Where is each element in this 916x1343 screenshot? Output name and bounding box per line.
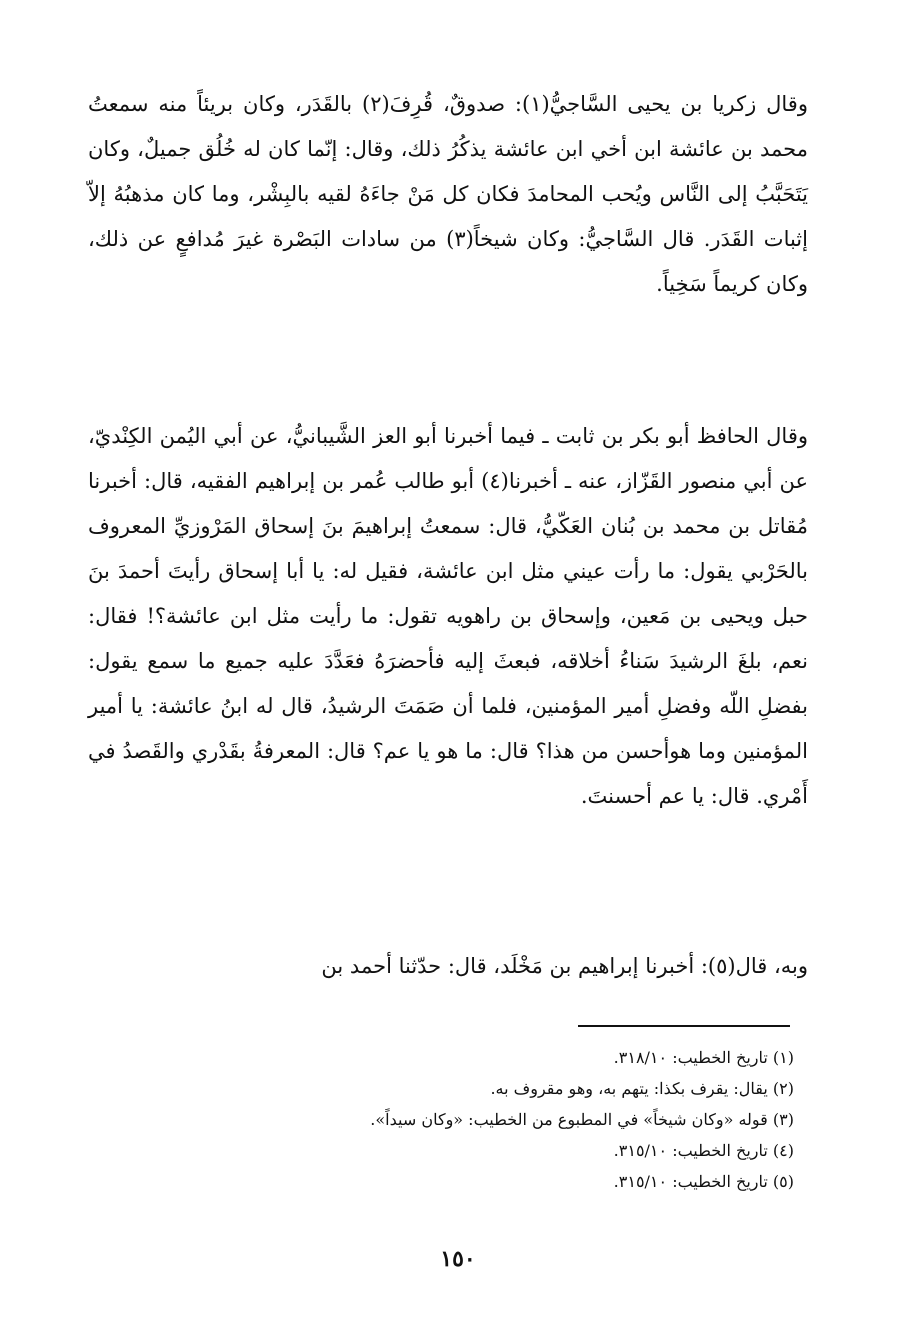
- footnote-5: (٥) تاريخ الخطيب: ٣١٥/١٠.: [613, 1172, 794, 1191]
- footnote-2: (٢) يقال: يقرف بكذا: يتهم به، وهو مقروف به.: [490, 1079, 794, 1098]
- paragraph-2: وقال الحافظ أبو بكر بن ثابت ـ فيما أخبرنا أبو العز الشَّيبانيُّ، عن أبي اليُمن الكِنْديّ، عن أبي منصور القَزّاز، عنه ـ أخبرنا(٤) أبو طالب عُمر بن إبراهيم الفقيه، قال: أخبرنا مُقاتل بن محمد بن بُنان العَكّيُّ، قال: سمعتُ إبراهيمَ بنَ إسحاق المَرْوزيِّ المعروف بالحَرْبي يقول: ما رأت عيني مثل ابن عائشة، فقيل له: يا أبا إسحاق رأيتَ أحمدَ بنَ حبل ويحيى بن مَعين، وإسحاق بن راهويه تقول: ما رأيت مثل ابن عائشة؟! فقال: نعم، بلغَ الرشيدَ سَناءُ أخلاقه، فبعثَ إليه فأحضرَهُ فعَدَّدَ عليه جميع ما سمع يقول: بفضلِ اللّه وفضلِ أمير المؤمنين، فلما أن صَمَتَ الرشيدُ، قال له ابنُ عائشة: يا أمير المؤمنين وما هوأحسن من هذا؟ قال: ما هو يا عم؟ قال: المعرفةُ بقَدْري والقَصدُ في أَمْري. قال: يا عم أحسنتَ.: [88, 424, 809, 808]
- main-text-block: [88, 414, 808, 819]
- footnote-3: (٣) قوله «وكان شيخاً» في المطبوع من الخطيب: «وكان سيداً».: [370, 1110, 794, 1129]
- paragraph-1: وقال زكريا بن يحيى السَّاجيُّ(١): صدوقٌ، قُرِفَ(٢) بالقَدَر، وكان بريئاً منه سمعتُ محمد بن عائشة ابن أخي ابن عائشة يذكُرُ ذلك، وقال: إنّما كان له خُلُق جميلٌ، وكان يَتَحَبَّبُ إلى النَّاس ويُحب المحامدَ فكان كل مَنْ جاءَهُ لقيه بالبِشْر، وما كان مذهبُهُ إلاّ إثبات القَدَر. قال السَّاجيُّ: وكان شيخاً(٣) من سادات البَصْرة غيرَ مُدافعٍ عن ذلك، وكان كريماً سَخِياً.: [88, 92, 808, 296]
- footnotes-list: [300, 1042, 794, 1197]
- main-text-block: [88, 82, 808, 307]
- page-number: ١٥٠: [440, 1246, 476, 1272]
- footnote-1: (١) تاريخ الخطيب: ٣١٨/١٠.: [613, 1048, 794, 1067]
- footnote-4: (٤) تاريخ الخطيب: ٣١٥/١٠.: [613, 1141, 794, 1160]
- main-text-block: [88, 944, 808, 989]
- paragraph-3: وبه، قال(٥): أخبرنا إبراهيم بن مَخْلَد، قال: حدّثنا أحمد بن: [321, 954, 808, 978]
- footnote-divider: [578, 1025, 790, 1027]
